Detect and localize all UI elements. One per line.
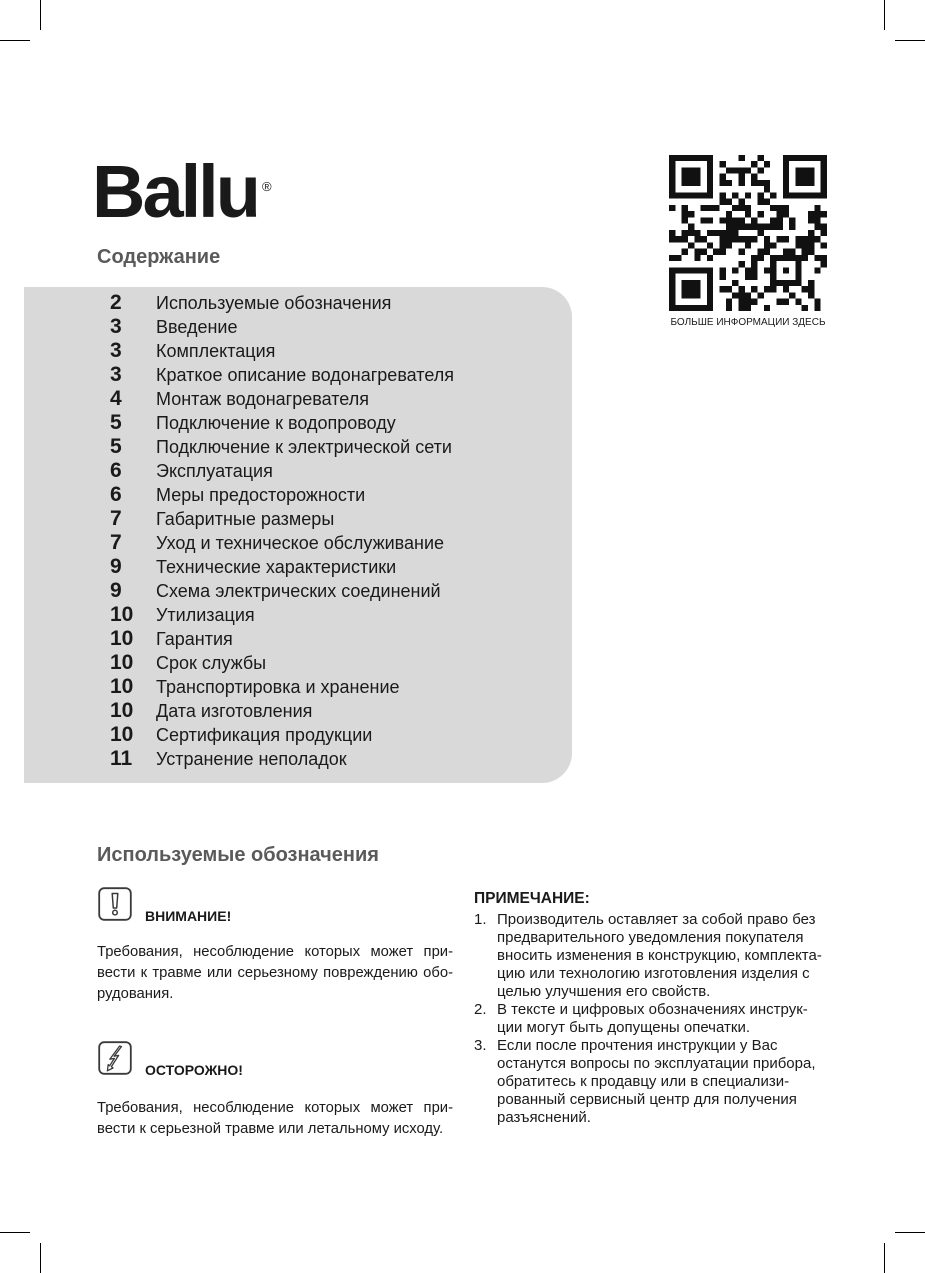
toc-entry: [24, 363, 572, 387]
toc-entry-title: Гарантия: [156, 629, 233, 649]
crop-mark-top-left-vertical: [40, 0, 41, 30]
toc-page-number: 6: [110, 483, 122, 506]
toc-entry-title: Эксплуатация: [156, 461, 273, 481]
crop-mark-bottom-right-vertical: [884, 1243, 885, 1273]
warning-description-line: рудования.: [97, 986, 174, 1002]
toc-page-number: 5: [110, 435, 122, 458]
toc-entry: [24, 747, 572, 771]
crop-mark-bottom-right-horizontal: [895, 1232, 925, 1233]
note-item-line: останутся вопросы по эксплуатации прибора,: [497, 1055, 816, 1072]
toc-entry: [24, 387, 572, 411]
toc-entry-title: Краткое описание водонагревателя: [156, 365, 454, 385]
toc-entry: [24, 315, 572, 339]
toc-page-number: 3: [110, 315, 122, 338]
warning-label: ВНИМАНИЕ!: [145, 908, 232, 924]
symbols-heading: Используемые обозначения: [97, 844, 379, 866]
toc-entry-title: Технические характеристики: [156, 557, 397, 577]
note-item: [474, 911, 834, 1001]
crop-mark-top-right-vertical: [884, 0, 885, 30]
toc-entry-title: Введение: [156, 317, 238, 337]
toc-entry-title: Дата изготовления: [156, 701, 313, 721]
toc-entry: [24, 531, 572, 555]
note-item-line: цию или технологию изготовления изделия с: [497, 965, 810, 982]
note-item-number: 1.: [474, 911, 487, 928]
note-item-number: 3.: [474, 1037, 487, 1054]
qr-modules: [669, 155, 827, 311]
note-item-line: предварительного уведомления покупателя: [497, 929, 804, 946]
note-list: [474, 911, 834, 1127]
toc-entry: [24, 459, 572, 483]
toc-entry-title: Транспортировка и хранение: [156, 677, 400, 697]
toc-page-number: 11: [110, 747, 133, 770]
note-item-line: Производитель оставляет за собой право без: [497, 911, 816, 928]
toc-entry: [24, 483, 572, 507]
toc-entry: [24, 627, 572, 651]
crop-mark-bottom-left-vertical: [40, 1243, 41, 1273]
toc-entry-title: Схема электрических соединений: [156, 581, 441, 601]
toc-page-number: 9: [110, 555, 122, 578]
toc-page-number: 10: [110, 699, 134, 722]
note-item-line: рованный сервисный центр для получения: [497, 1091, 797, 1108]
registered-trademark-mark: ®: [262, 179, 272, 194]
toc-page-number: 10: [110, 603, 134, 626]
toc-entry: [24, 699, 572, 723]
toc-entry: [24, 555, 572, 579]
toc-entry: [24, 507, 572, 531]
note-item-line: вносить изменения в конструкцию, комплекта-: [497, 947, 822, 964]
note-item-line: целью улучшения его свойств.: [497, 983, 711, 1000]
toc-page-number: 3: [110, 339, 122, 362]
toc-entry-title: Срок службы: [156, 653, 267, 673]
caution-description-line: Требования, несоблюдение которых может при-: [97, 1100, 453, 1116]
toc-entry-title: Габаритные размеры: [156, 509, 335, 529]
toc-entry: [24, 603, 572, 627]
exclamation-icon: [98, 887, 132, 921]
toc-page-number: 10: [110, 723, 134, 746]
warning-description-line: Требования, несоблюдение которых может при-: [97, 944, 453, 960]
note-item-line: разъяснений.: [497, 1109, 591, 1126]
toc-entry: [24, 675, 572, 699]
toc-page-number: 7: [110, 507, 122, 530]
contents-panel: [24, 287, 572, 783]
toc-page-number: 10: [110, 627, 134, 650]
caution-description: [97, 1098, 453, 1140]
toc-entry-title: Утилизация: [156, 605, 255, 625]
brand-logo: Ballu: [92, 150, 258, 233]
toc-entry-title: Устранение неполадок: [156, 749, 347, 769]
contents-heading: Содержание: [97, 246, 221, 268]
qr-code: [669, 155, 827, 311]
crop-mark-bottom-left-horizontal: [0, 1232, 30, 1233]
toc-page-number: 6: [110, 459, 122, 482]
toc-entry: [24, 411, 572, 435]
lightning-icon: [98, 1041, 132, 1075]
note-item-line: обратитесь к продавцу или в специализи-: [497, 1073, 790, 1090]
note-item: [474, 1001, 834, 1037]
toc-entry-title: Сертификация продукции: [156, 725, 373, 745]
warning-description-line: вести к травме или серьезному повреждению обо-: [97, 965, 453, 981]
note-item-number: 2.: [474, 1001, 487, 1018]
qr-caption: БОЛЬШЕ ИНФОРМАЦИИ ЗДЕСЬ: [670, 317, 826, 328]
toc-entry: [24, 339, 572, 363]
toc-entry: [24, 579, 572, 603]
toc-entry-title: Подключение к электрической сети: [156, 437, 452, 457]
note-item: [474, 1037, 834, 1127]
toc-entry-title: Подключение к водопроводу: [156, 413, 396, 433]
note-item-line: ции могут быть допущены опечатки.: [497, 1019, 750, 1036]
crop-mark-top-left-horizontal: [0, 40, 30, 41]
toc-page-number: 4: [110, 387, 122, 410]
toc-page-number: 2: [110, 291, 122, 314]
toc-entry: [24, 291, 572, 315]
warning-description: [97, 942, 453, 1005]
toc-page-number: 9: [110, 579, 122, 602]
toc-entry-title: Используемые обозначения: [156, 293, 392, 313]
caution-description-line: вести к серьезной травме или летальному исходу.: [97, 1121, 444, 1137]
note-item-line: В тексте и цифровых обозначениях инструк-: [497, 1001, 808, 1018]
toc-entry-title: Монтаж водонагревателя: [156, 389, 369, 409]
toc-entry: [24, 723, 572, 747]
crop-mark-top-right-horizontal: [895, 40, 925, 41]
toc-entry-title: Уход и техническое обслуживание: [156, 533, 445, 553]
toc-entry-title: Меры предосторожности: [156, 485, 366, 505]
toc-entry: [24, 651, 572, 675]
note-item-line: Если после прочтения инструкции у Вас: [497, 1037, 778, 1054]
toc-page-number: 10: [110, 651, 134, 674]
toc-entry: [24, 435, 572, 459]
toc-page-number: 5: [110, 411, 122, 434]
toc-page-number: 3: [110, 363, 122, 386]
toc-page-number: 7: [110, 531, 122, 554]
caution-label: ОСТОРОЖНО!: [145, 1062, 243, 1078]
toc-entry-title: Комплектация: [156, 341, 276, 361]
note-heading: ПРИМЕЧАНИЕ:: [474, 890, 590, 907]
toc-page-number: 10: [110, 675, 134, 698]
